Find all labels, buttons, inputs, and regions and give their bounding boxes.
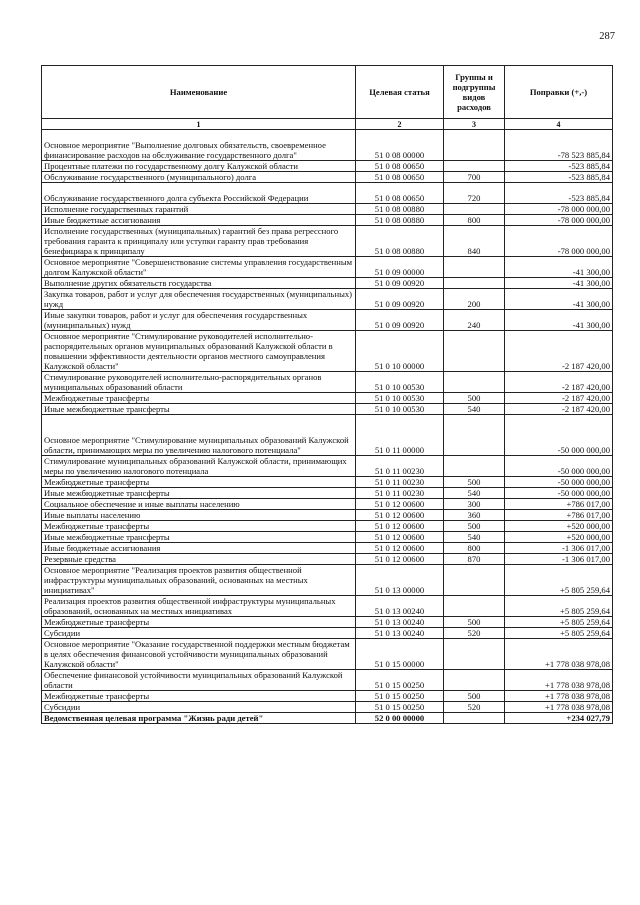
row-amount: -78 523 885,84 bbox=[505, 130, 613, 161]
table-row bbox=[42, 702, 613, 713]
row-group: 540 bbox=[444, 532, 505, 543]
row-amount: -50 000 000,00 bbox=[505, 477, 613, 488]
row-amount: +5 805 259,64 bbox=[505, 596, 613, 617]
row-group: 520 bbox=[444, 628, 505, 639]
row-name: Обслуживание государственного (муниципального) долга bbox=[42, 172, 356, 183]
table-row bbox=[42, 289, 613, 310]
row-amount: +5 805 259,64 bbox=[505, 617, 613, 628]
row-name: Иные бюджетные ассигнования bbox=[42, 215, 356, 226]
table-row bbox=[42, 183, 613, 204]
column-number-row bbox=[42, 119, 613, 130]
table-row bbox=[42, 565, 613, 596]
row-amount: +786 017,00 bbox=[505, 499, 613, 510]
row-name: Исполнение государственных (муниципальных) гарантий без права регрессного требования гаранта к принципалу или уступки гаранту прав требования бенефициара к принципалу bbox=[42, 226, 356, 257]
table-row bbox=[42, 226, 613, 257]
table-row bbox=[42, 161, 613, 172]
row-amount: -78 000 000,00 bbox=[505, 204, 613, 215]
row-amount: -78 000 000,00 bbox=[505, 215, 613, 226]
row-group bbox=[444, 372, 505, 393]
row-amount: -41 300,00 bbox=[505, 278, 613, 289]
column-number: 4 bbox=[505, 119, 613, 130]
row-name: Стимулирование руководителей исполнительно-распорядительных органов муниципальных образований области bbox=[42, 372, 356, 393]
row-group bbox=[444, 278, 505, 289]
table-row bbox=[42, 596, 613, 617]
table-row bbox=[42, 510, 613, 521]
row-name: Субсидии bbox=[42, 628, 356, 639]
table-row bbox=[42, 331, 613, 372]
row-group bbox=[444, 161, 505, 172]
row-group: 500 bbox=[444, 691, 505, 702]
row-amount: +520 000,00 bbox=[505, 521, 613, 532]
row-code: 51 0 12 00600 bbox=[356, 499, 444, 510]
row-group bbox=[444, 565, 505, 596]
row-code: 51 0 08 00650 bbox=[356, 183, 444, 204]
row-code: 51 0 13 00240 bbox=[356, 596, 444, 617]
table-row bbox=[42, 691, 613, 702]
row-name: Основное мероприятие "Оказание государственной поддержки местным бюджетам в целях обеспечения финансовой устойчивости муниципальных образований Калужской области" bbox=[42, 639, 356, 670]
table-row bbox=[42, 499, 613, 510]
row-code: 51 0 11 00230 bbox=[356, 488, 444, 499]
row-name: Основное мероприятие "Совершенствование системы управления государственным долгом Калужской области" bbox=[42, 257, 356, 278]
row-code: 51 0 15 00000 bbox=[356, 639, 444, 670]
row-code: 51 0 13 00240 bbox=[356, 628, 444, 639]
table-row bbox=[42, 521, 613, 532]
row-amount: -41 300,00 bbox=[505, 257, 613, 278]
row-amount: -2 187 420,00 bbox=[505, 404, 613, 415]
header-group: Группы и подгруппы видов расходов bbox=[444, 66, 505, 119]
row-code: 51 0 15 00250 bbox=[356, 691, 444, 702]
row-name: Резервные средства bbox=[42, 554, 356, 565]
row-name: Межбюджетные трансферты bbox=[42, 617, 356, 628]
row-name: Межбюджетные трансферты bbox=[42, 521, 356, 532]
row-amount: -2 187 420,00 bbox=[505, 372, 613, 393]
row-group bbox=[444, 130, 505, 161]
table-row bbox=[42, 617, 613, 628]
row-group: 500 bbox=[444, 617, 505, 628]
row-group: 360 bbox=[444, 510, 505, 521]
budget-table bbox=[41, 65, 613, 724]
row-name: Иные межбюджетные трансферты bbox=[42, 488, 356, 499]
row-name: Иные бюджетные ассигнования bbox=[42, 543, 356, 554]
row-amount: +1 778 038 978,08 bbox=[505, 670, 613, 691]
row-name: Иные закупки товаров, работ и услуг для обеспечения государственных (муниципальных) нужд bbox=[42, 310, 356, 331]
row-code: 51 0 08 00880 bbox=[356, 215, 444, 226]
row-group: 240 bbox=[444, 310, 505, 331]
row-group bbox=[444, 204, 505, 215]
row-amount: -78 000 000,00 bbox=[505, 226, 613, 257]
row-amount: +1 778 038 978,08 bbox=[505, 639, 613, 670]
row-name: Обслуживание государственного долга субъекта Российской Федерации bbox=[42, 183, 356, 204]
table-row bbox=[42, 554, 613, 565]
row-code: 51 0 08 00880 bbox=[356, 204, 444, 215]
row-group: 700 bbox=[444, 172, 505, 183]
table-header-row bbox=[42, 66, 613, 119]
row-code: 51 0 08 00000 bbox=[356, 130, 444, 161]
row-code: 51 0 10 00530 bbox=[356, 393, 444, 404]
header-code: Целевая статья bbox=[356, 66, 444, 119]
row-group: 540 bbox=[444, 404, 505, 415]
row-name: Выполнение других обязательств государства bbox=[42, 278, 356, 289]
table-row bbox=[42, 372, 613, 393]
row-name: Субсидии bbox=[42, 702, 356, 713]
row-amount: +1 778 038 978,08 bbox=[505, 691, 613, 702]
row-group: 840 bbox=[444, 226, 505, 257]
table-row bbox=[42, 628, 613, 639]
table-row bbox=[42, 310, 613, 331]
table-row bbox=[42, 670, 613, 691]
row-code: 51 0 08 00650 bbox=[356, 172, 444, 183]
row-group: 540 bbox=[444, 488, 505, 499]
row-code: 51 0 09 00920 bbox=[356, 278, 444, 289]
row-group: 300 bbox=[444, 499, 505, 510]
row-name: Стимулирование муниципальных образований Калужской области, принимающих меры по увеличению налогового потенциала bbox=[42, 456, 356, 477]
row-group: 500 bbox=[444, 477, 505, 488]
row-amount: -2 187 420,00 bbox=[505, 331, 613, 372]
table-row bbox=[42, 278, 613, 289]
table-row bbox=[42, 404, 613, 415]
table-row bbox=[42, 456, 613, 477]
row-group bbox=[444, 331, 505, 372]
header-amount: Поправки (+,-) bbox=[505, 66, 613, 119]
row-name: Межбюджетные трансферты bbox=[42, 691, 356, 702]
row-name: Основное мероприятие "Выполнение долговых обязательств, своевременное финансирование расходов на обслуживание государственного долга" bbox=[42, 130, 356, 161]
row-group: 520 bbox=[444, 702, 505, 713]
row-code: 51 0 10 00000 bbox=[356, 331, 444, 372]
row-name: Основное мероприятие "Стимулирование муниципальных образований Калужской области, принимающих меры по увеличению налогового потенциала" bbox=[42, 415, 356, 456]
table-row bbox=[42, 477, 613, 488]
row-amount: -2 187 420,00 bbox=[505, 393, 613, 404]
row-code: 51 0 15 00250 bbox=[356, 670, 444, 691]
row-code: 51 0 08 00880 bbox=[356, 226, 444, 257]
row-code: 51 0 12 00600 bbox=[356, 543, 444, 554]
table-row bbox=[42, 257, 613, 278]
row-amount: -50 000 000,00 bbox=[505, 415, 613, 456]
row-name: Закупка товаров, работ и услуг для обеспечения государственных (муниципальных) нужд bbox=[42, 289, 356, 310]
table-row bbox=[42, 204, 613, 215]
row-amount: -1 306 017,00 bbox=[505, 554, 613, 565]
table-body bbox=[42, 130, 613, 724]
row-code: 51 0 12 00600 bbox=[356, 521, 444, 532]
row-code: 51 0 09 00000 bbox=[356, 257, 444, 278]
row-name: Основное мероприятие "Реализация проектов развития общественной инфраструктуры муниципальных образований, основанных на местных инициативах" bbox=[42, 565, 356, 596]
column-number: 1 bbox=[42, 119, 356, 130]
row-amount: -1 306 017,00 bbox=[505, 543, 613, 554]
row-group bbox=[444, 596, 505, 617]
row-code: 51 0 12 00600 bbox=[356, 510, 444, 521]
table-row bbox=[42, 543, 613, 554]
row-code: 51 0 11 00000 bbox=[356, 415, 444, 456]
row-code: 51 0 10 00530 bbox=[356, 404, 444, 415]
table-row bbox=[42, 532, 613, 543]
row-name: Иные межбюджетные трансферты bbox=[42, 404, 356, 415]
row-amount: -523 885,84 bbox=[505, 172, 613, 183]
row-group: 870 bbox=[444, 554, 505, 565]
row-amount: -50 000 000,00 bbox=[505, 456, 613, 477]
table-row bbox=[42, 713, 613, 724]
row-amount: +1 778 038 978,08 bbox=[505, 702, 613, 713]
row-code: 51 0 11 00230 bbox=[356, 477, 444, 488]
row-amount: -50 000 000,00 bbox=[505, 488, 613, 499]
row-amount: -523 885,84 bbox=[505, 161, 613, 172]
row-group: 720 bbox=[444, 183, 505, 204]
table-row bbox=[42, 639, 613, 670]
table-row bbox=[42, 215, 613, 226]
column-number: 3 bbox=[444, 119, 505, 130]
row-group: 800 bbox=[444, 215, 505, 226]
row-group bbox=[444, 456, 505, 477]
table-row bbox=[42, 130, 613, 161]
row-amount: -41 300,00 bbox=[505, 310, 613, 331]
row-code: 51 0 13 00240 bbox=[356, 617, 444, 628]
table-row bbox=[42, 172, 613, 183]
row-code: 51 0 08 00650 bbox=[356, 161, 444, 172]
row-code: 51 0 11 00230 bbox=[356, 456, 444, 477]
row-group bbox=[444, 415, 505, 456]
row-code: 51 0 15 00250 bbox=[356, 702, 444, 713]
table-row bbox=[42, 415, 613, 456]
row-name: Иные межбюджетные трансферты bbox=[42, 532, 356, 543]
row-amount: +234 027,79 bbox=[505, 713, 613, 724]
row-amount: +786 017,00 bbox=[505, 510, 613, 521]
table-row bbox=[42, 488, 613, 499]
row-amount: -41 300,00 bbox=[505, 289, 613, 310]
page-number: 287 bbox=[599, 31, 615, 42]
row-group bbox=[444, 639, 505, 670]
row-group: 800 bbox=[444, 543, 505, 554]
header-name: Наименование bbox=[42, 66, 356, 119]
row-group: 500 bbox=[444, 521, 505, 532]
row-group: 200 bbox=[444, 289, 505, 310]
row-code: 51 0 10 00530 bbox=[356, 372, 444, 393]
row-code: 51 0 12 00600 bbox=[356, 554, 444, 565]
row-code: 52 0 00 00000 bbox=[356, 713, 444, 724]
row-name: Межбюджетные трансферты bbox=[42, 393, 356, 404]
row-name: Социальное обеспечение и иные выплаты населению bbox=[42, 499, 356, 510]
row-amount: +5 805 259,64 bbox=[505, 628, 613, 639]
row-code: 51 0 09 00920 bbox=[356, 310, 444, 331]
row-name: Ведомственная целевая программа "Жизнь ради детей" bbox=[42, 713, 356, 724]
row-name: Исполнение государственных гарантий bbox=[42, 204, 356, 215]
row-amount: -523 885,84 bbox=[505, 183, 613, 204]
row-group bbox=[444, 257, 505, 278]
column-number: 2 bbox=[356, 119, 444, 130]
table-row bbox=[42, 393, 613, 404]
row-name: Реализация проектов развития общественной инфраструктуры муниципальных образований, основанных на местных инициативах bbox=[42, 596, 356, 617]
row-name: Обеспечение финансовой устойчивости муниципальных образований Калужской области bbox=[42, 670, 356, 691]
row-group bbox=[444, 713, 505, 724]
row-code: 51 0 09 00920 bbox=[356, 289, 444, 310]
row-name: Процентные платежи по государственному долгу Калужской области bbox=[42, 161, 356, 172]
row-code: 51 0 12 00600 bbox=[356, 532, 444, 543]
row-code: 51 0 13 00000 bbox=[356, 565, 444, 596]
row-amount: +520 000,00 bbox=[505, 532, 613, 543]
row-name: Иные выплаты населению bbox=[42, 510, 356, 521]
row-group bbox=[444, 670, 505, 691]
row-group: 500 bbox=[444, 393, 505, 404]
row-amount: +5 805 259,64 bbox=[505, 565, 613, 596]
row-name: Основное мероприятие "Стимулирование руководителей исполнительно-распорядительных органов муниципальных образований Калужской области в повышении эффективности деятельности органов местного самоуправления Калужской области" bbox=[42, 331, 356, 372]
row-name: Межбюджетные трансферты bbox=[42, 477, 356, 488]
